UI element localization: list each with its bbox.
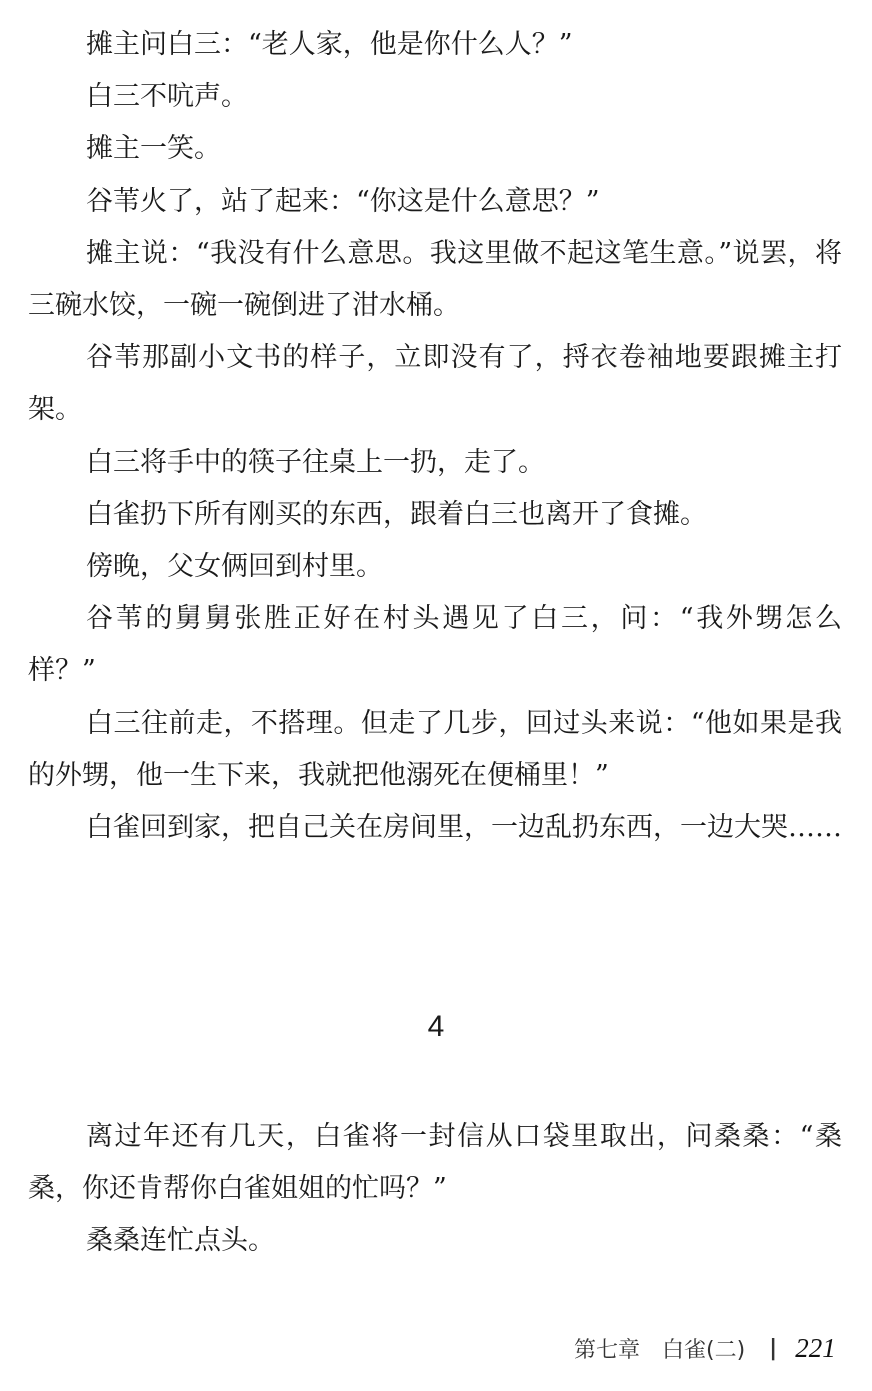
paragraph: 桑桑连忙点头。	[86, 1225, 275, 1257]
body-text-bottom	[28, 1111, 842, 1268]
paragraph: 白雀扔下所有刚买的东西，跟着白三也离开了食摊。	[86, 498, 707, 530]
paragraph: 傍晚，父女俩回到村里。	[86, 551, 383, 583]
paragraph: 白雀回到家，把自己关在房间里，一边乱扔东西，一边大哭……	[86, 812, 842, 844]
paragraph: 谷苇火了，站了起来：“你这是什么意思？”	[86, 185, 600, 217]
paragraph: 摊主一笑。	[86, 133, 221, 165]
page-footer	[574, 1333, 836, 1364]
page-number: 221	[795, 1333, 836, 1363]
paragraph: 谷苇那副小文书的样子，立即没有了，捋衣卷袖地要跟摊主打架。	[28, 342, 842, 426]
paragraph: 摊主说：“我没有什么意思。我这里做不起这笔生意。”说罢，将三碗水饺，一碗一碗倒进了泔水桶。	[28, 237, 842, 322]
paragraph: 摊主问白三：“老人家，他是你什么人？”	[86, 29, 573, 60]
body-text-top	[28, 19, 842, 854]
paragraph: 谷苇的舅舅张胜正好在村头遇见了白三，问：“我外甥怎么样？”	[28, 603, 842, 687]
paragraph: 离过年还有几天，白雀将一封信从口袋里取出，问桑桑：“桑桑，你还肯帮你白雀姐姐的忙吗？”	[28, 1121, 842, 1205]
paragraph: 白三往前走，不搭理。但走了几步，回过头来说：“他如果是我的外甥，他一生下来，我就把他溺死在便桶里！”	[28, 707, 842, 791]
paragraph: 白三将手中的筷子往桌上一扔，走了。	[86, 446, 545, 478]
section-number: 4	[427, 1010, 445, 1043]
chapter-title: 第七章 白雀(二)	[574, 1338, 746, 1363]
paragraph: 白三不吭声。	[86, 81, 248, 113]
footer-separator: |	[769, 1336, 778, 1361]
